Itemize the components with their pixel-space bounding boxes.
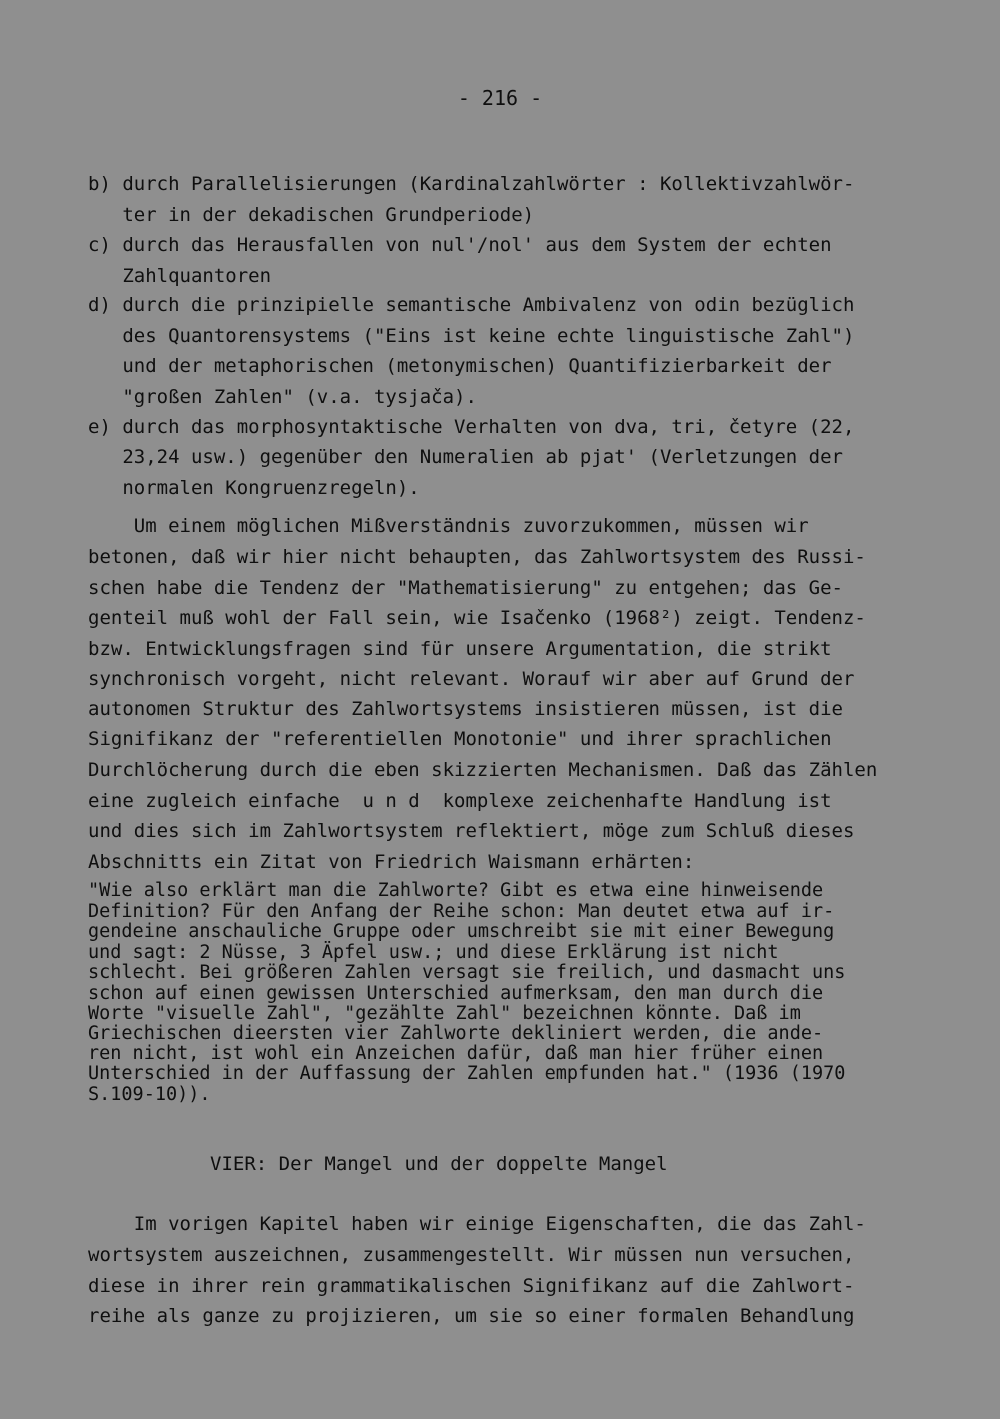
- list-line: "großen Zahlen" (v.a. tysjača).: [88, 386, 477, 408]
- paragraph-line: Um einem möglichen Mißverständnis zuvorzukommen, müssen wir: [88, 515, 809, 537]
- quote-line: Definition? Für den Anfang der Reihe schon: Man deutet etwa auf ir-: [88, 901, 835, 922]
- quote-line: Worte "visuelle Zahl", "gezählte Zahl" bezeichnen könnte. Daß im: [88, 1003, 801, 1024]
- list-line: c) durch das Herausfallen von nul'/nol' aus dem System der echten: [88, 234, 832, 256]
- paragraph-line: eine zugleich einfache u n d komplexe zeichenhafte Handlung ist: [88, 790, 832, 812]
- paragraph-line: diese in ihrer rein grammatikalischen Signifikanz auf die Zahlwort-: [88, 1275, 855, 1297]
- quote-line: S.109-10)).: [88, 1084, 211, 1105]
- paragraph-line: reihe als ganze zu projizieren, um sie so einer formalen Behandlung: [88, 1305, 855, 1327]
- quote-line: Griechischen dieersten vier Zahlworte dekliniert werden, die ande-: [88, 1023, 824, 1044]
- list-line: 23,24 usw.) gegenüber den Numeralien ab pjat' (Verletzungen der: [88, 446, 843, 468]
- paragraph-line: und dies sich im Zahlwortsystem reflektiert, möge zum Schluß dieses: [88, 820, 855, 842]
- list-line: normalen Kongruenzregeln).: [88, 477, 420, 499]
- list-line: Zahlquantoren: [88, 265, 272, 287]
- quote-line: ren nicht, ist wohl ein Anzeichen dafür, daß man hier früher einen: [88, 1043, 824, 1064]
- list-line: b) durch Parallelisierungen (Kardinalzahlwörter : Kollektivzahlwör-: [88, 173, 855, 195]
- list-line: des Quantorensystems ("Eins ist keine echte linguistische Zahl"): [88, 325, 855, 347]
- page-number: - 216 -: [457, 86, 543, 110]
- list-line: und der metaphorischen (metonymischen) Quantifizierbarkeit der: [88, 355, 832, 377]
- paragraph-line: synchronisch vorgeht, nicht relevant. Worauf wir aber auf Grund der: [88, 668, 855, 690]
- section-heading: VIER: Der Mangel und der doppelte Mangel: [210, 1153, 668, 1175]
- paragraph-line: Durchlöcherung durch die eben skizzierten Mechanismen. Daß das Zählen: [88, 759, 878, 781]
- paragraph-line: genteil muß wohl der Fall sein, wie Isačenko (1968²) zeigt. Tendenz-: [88, 607, 866, 629]
- list-line: ter in der dekadischen Grundperiode): [88, 204, 535, 226]
- paragraph-line: bzw. Entwicklungsfragen sind für unsere Argumentation, die strikt: [88, 638, 832, 660]
- quote-line: schlecht. Bei größeren Zahlen versagt sie freilich, und dasmacht uns: [88, 962, 846, 983]
- paragraph-line: betonen, daß wir hier nicht behaupten, das Zahlwortsystem des Russi-: [88, 546, 866, 568]
- quote-line: und sagt: 2 Nüsse, 3 Äpfel usw.; und diese Erklärung ist nicht: [88, 942, 779, 963]
- paragraph-line: Signifikanz der "referentiellen Monotonie" und ihrer sprachlichen: [88, 728, 832, 750]
- quote-line: gendeine anschauliche Gruppe oder umschreibt sie mit einer Bewegung: [88, 921, 835, 942]
- paragraph-line: wortsystem auszeichnen, zusammengestellt. Wir müssen nun versuchen,: [88, 1244, 855, 1266]
- paragraph-line: autonomen Struktur des Zahlwortsystems insistieren müssen, ist die: [88, 698, 843, 720]
- quote-line: "Wie also erklärt man die Zahlworte? Gibt es etwa eine hinweisende: [88, 880, 824, 901]
- quote-line: schon auf einen gewissen Unterschied aufmerksam, den man durch die: [88, 983, 824, 1004]
- paragraph-line: Im vorigen Kapitel haben wir einige Eigenschaften, die das Zahl-: [88, 1213, 866, 1235]
- paragraph-line: Abschnitts ein Zitat von Friedrich Waismann erhärten:: [88, 851, 695, 873]
- quote-line: Unterschied in der Auffassung der Zahlen empfunden hat." (1936 (1970: [88, 1063, 846, 1084]
- list-line: e) durch das morphosyntaktische Verhalten von dva, tri, četyre (22,: [88, 416, 855, 438]
- list-line: d) durch die prinzipielle semantische Ambivalenz von odin bezüglich: [88, 294, 855, 316]
- paragraph-line: schen habe die Tendenz der "Mathematisierung" zu entgehen; das Ge-: [88, 577, 843, 599]
